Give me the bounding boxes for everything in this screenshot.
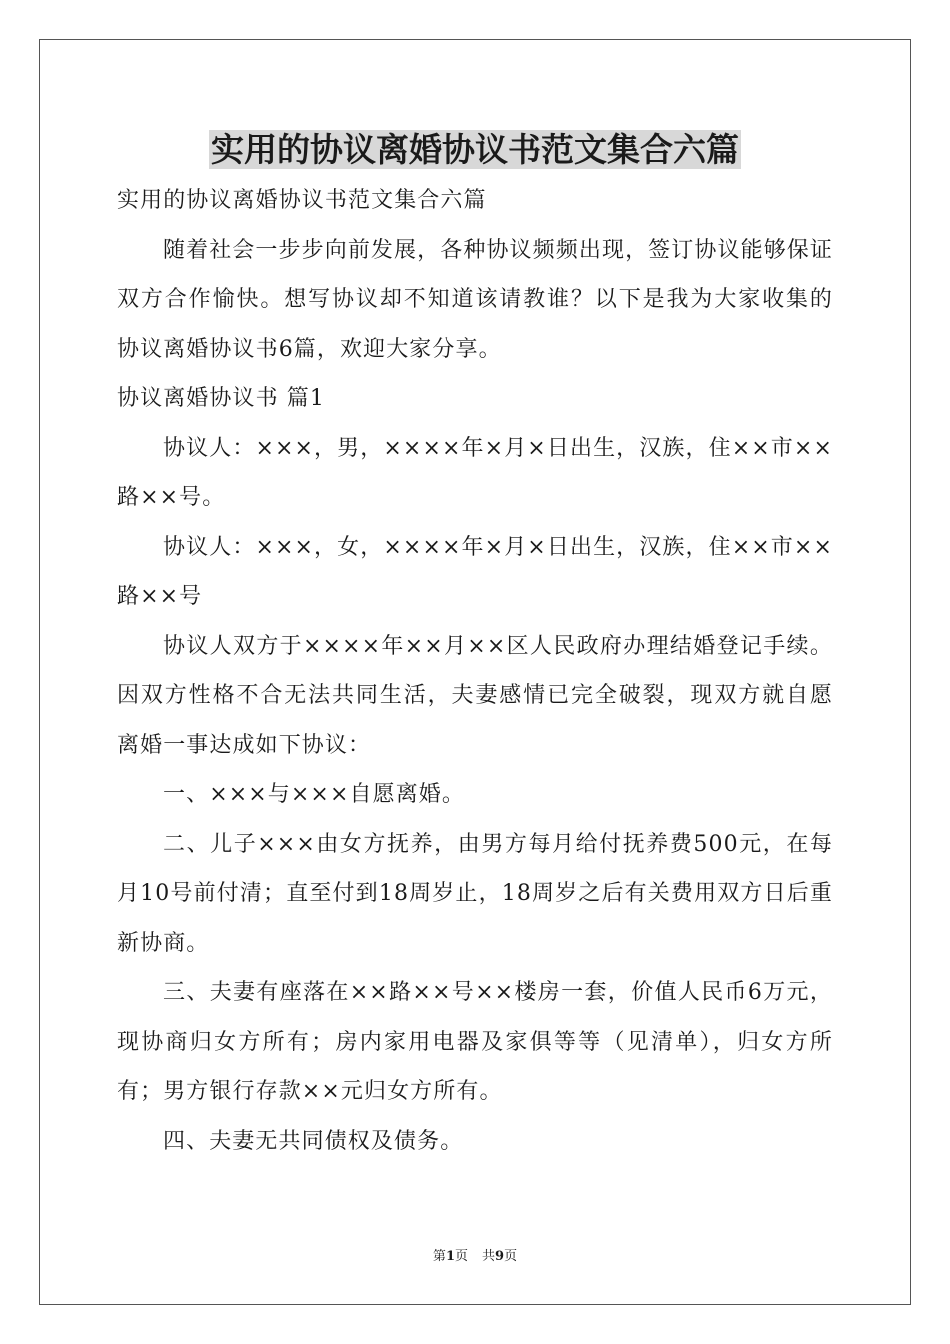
section-heading: 协议离婚协议书 篇1	[117, 386, 325, 411]
paragraph-agreement-intro: 协议人双方于××××年××月××区人民政府办理结婚登记手续。因双方性格不合无法共同生活，夫妻感情已完全破裂，现双方就自愿离婚一事达成如下协议：	[117, 633, 833, 758]
paragraph-subtitle: 实用的协议离婚协议书范文集合六篇	[117, 188, 487, 213]
paragraph-party-female: 协议人：×××，女，××××年×月×日出生，汉族，住××市××路××号	[117, 534, 833, 609]
page-suffix: 页	[454, 1249, 468, 1264]
page-prefix: 第	[432, 1249, 446, 1264]
page-footer	[0, 1248, 950, 1266]
total-prefix: 共	[482, 1249, 496, 1264]
page-total: 9	[495, 1249, 505, 1264]
clause-2: 二、儿子×××由女方抚养，由男方每月给付抚养费500元，在每月10号前付清；直至付到18周岁止，18周岁之后有关费用双方日后重新协商。	[117, 831, 833, 956]
clause-3: 三、夫妻有座落在××路××号××楼房一套，价值人民币6万元，现协商归女方所有；房内家用电器及家俱等等（见清单），归女方所有；男方银行存款××元归女方所有。	[117, 980, 833, 1104]
total-suffix: 页	[504, 1249, 518, 1264]
clause-4: 四、夫妻无共同债权及债务。	[163, 1128, 464, 1154]
paragraph-intro: 随着社会一步步向前发展，各种协议频频出现，签订协议能够保证双方合作愉快。想写协议却不知道该请教谁？以下是我为大家收集的协议离婚协议书6篇，欢迎大家分享。	[117, 237, 833, 362]
paragraph-party-male: 协议人：×××，男，××××年×月×日出生，汉族，住××市××路××号。	[117, 435, 833, 510]
document-title-text: 实用的协议离婚协议书范文集合六篇	[211, 130, 739, 169]
document-body	[117, 176, 833, 1166]
document-title	[0, 126, 950, 174]
clause-1: 一、×××与×××自愿离婚。	[163, 782, 466, 807]
page-current: 1	[445, 1249, 455, 1264]
